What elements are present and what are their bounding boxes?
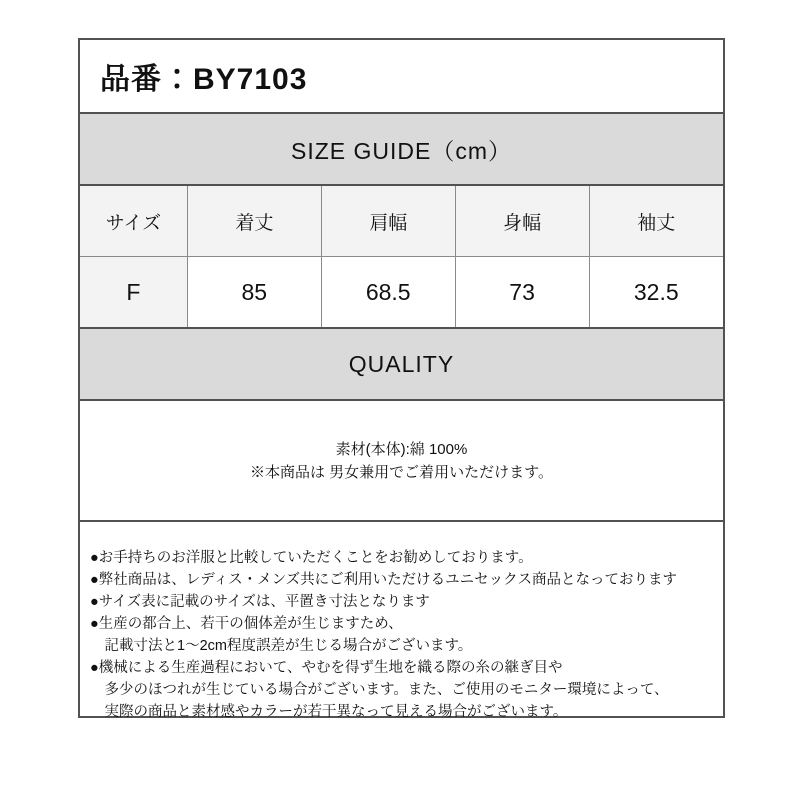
product-code: 品番：BY7103 [100,63,308,96]
col-header-body-length: 着丈 [187,185,321,257]
quality-header: QUALITY [80,327,723,399]
size-table-data-row [80,257,723,328]
cell-sleeve-length: 32.5 [589,257,723,328]
col-header-body-width: 身幅 [455,185,589,257]
cell-size-label: F [80,257,187,328]
note-line: 記載寸法と1～2cm程度誤差が生じる場合がございます。 [90,638,473,654]
note-line: ●弊社商品は、レディス・メンズ共にご利用いただけるユニセックス商品となっております [90,572,678,588]
quality-content [80,399,723,520]
notes-section [80,520,723,720]
size-table-header-row [80,185,723,257]
note-line: 実際の商品と素材感やカラーが若干異なって見える場合がございます。 [90,704,568,720]
cell-shoulder-width: 68.5 [321,257,455,328]
note-line: ●お手持ちのお洋服と比較していただくことをお勧めしております。 [90,550,533,566]
note-line: ●機械による生産過程において、やむを得ず生地を織る際の糸の継ぎ目や [90,660,563,676]
cell-body-width: 73 [455,257,589,328]
col-header-sleeve-length: 袖丈 [589,185,723,257]
col-header-shoulder-width: 肩幅 [321,185,455,257]
cell-body-length: 85 [187,257,321,328]
note-line: ●生産の都合上、若干の個体差が生じますため、 [90,616,403,632]
size-spec-sheet [78,38,725,718]
size-table [80,184,723,327]
material-line: 素材(本体):綿 100% [335,440,468,458]
note-line: 多少のほつれが生じている場合がございます。また、ご使用のモニター環境によって、 [90,682,669,698]
col-header-size: サイズ [80,185,187,257]
size-guide-header: SIZE GUIDE（cm） [80,112,723,184]
unisex-note-line: ※本商品は 男女兼用でご着用いただけます。 [250,463,553,481]
note-line: ●サイズ表に記載のサイズは、平置き寸法となります [90,594,430,610]
